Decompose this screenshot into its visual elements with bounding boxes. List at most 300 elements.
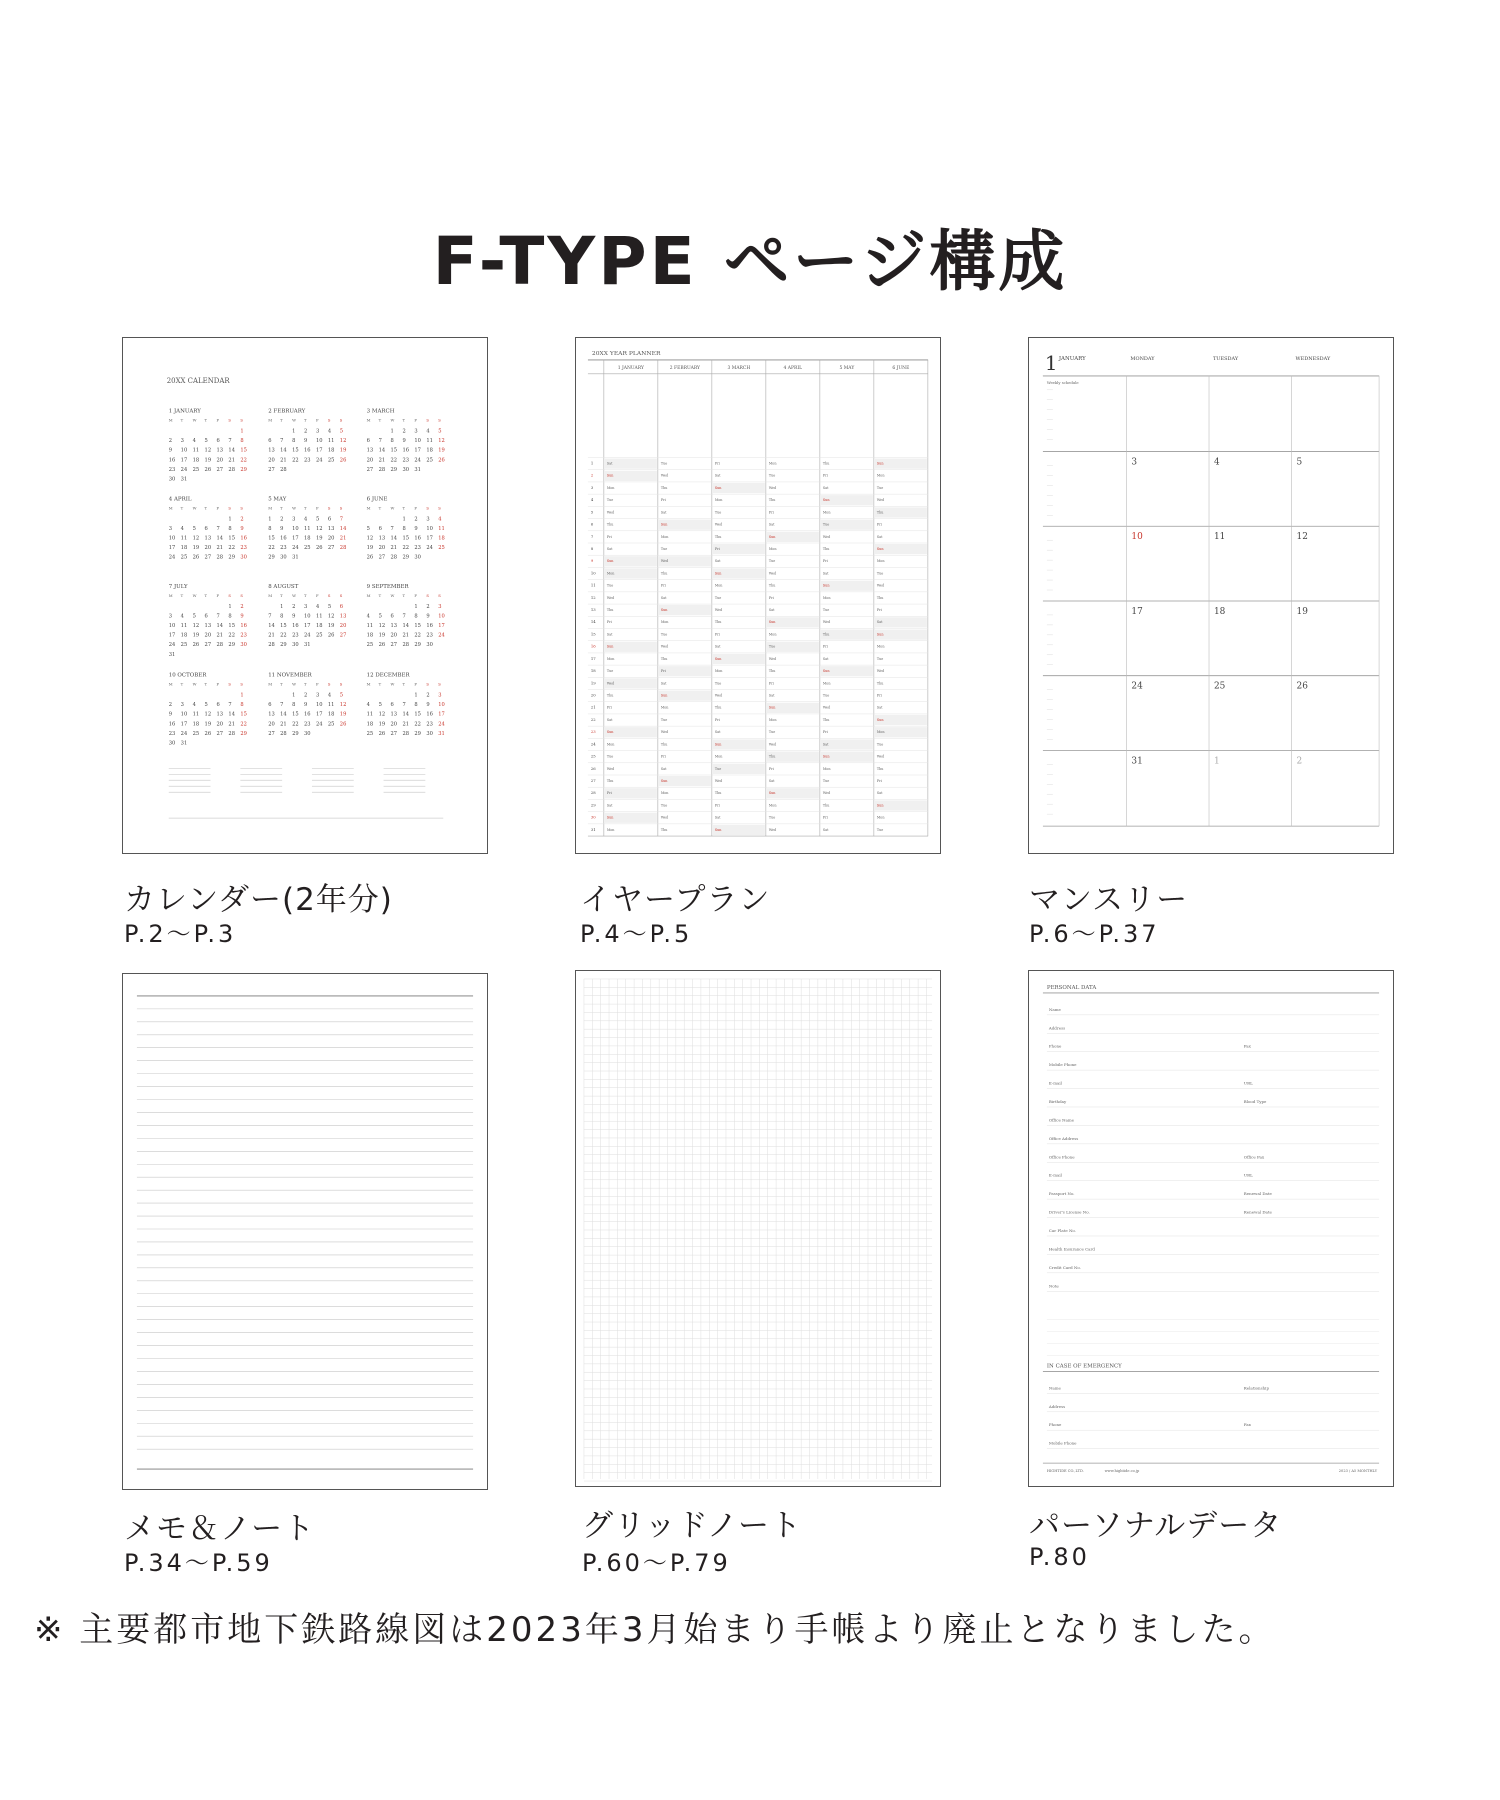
calendar-day: 1 <box>402 516 406 523</box>
calendar-day: 3 <box>168 525 173 532</box>
calendar-day: 6 <box>268 438 272 445</box>
calendar-day: 26 <box>327 632 335 639</box>
calendar-day: 22 <box>292 457 299 464</box>
calendar-day: 8 <box>240 702 244 709</box>
calendar-day: 23 <box>168 466 176 473</box>
calendar-day: 7 <box>402 702 406 709</box>
calendar-day: 13 <box>366 447 374 454</box>
calendar-day: 11 <box>366 711 374 718</box>
planner-day-number: 11 <box>590 582 596 588</box>
personal-field-label: Office Phone <box>1048 1154 1075 1160</box>
calendar-day: 14 <box>216 623 224 630</box>
calendar-day: 10 <box>168 623 176 630</box>
planner-weekday: Sat <box>822 571 829 576</box>
calendar-day: 15 <box>240 447 247 454</box>
calendar-day: 28 <box>390 554 398 561</box>
planner-weekday: Tue <box>606 669 614 674</box>
calendar-day: 20 <box>268 457 275 464</box>
calendar-day: 14 <box>216 535 224 542</box>
calendar-day: 8 <box>280 613 284 620</box>
calendar-day: 31 <box>292 554 299 561</box>
calendar-day: 13 <box>204 623 212 630</box>
planner-weekday: Fri <box>714 632 720 637</box>
planner-weekday: Mon <box>768 803 777 808</box>
calendar-day: 19 <box>192 544 200 551</box>
publisher-name: HIGHTIDE CO.,LTD. <box>1046 1469 1084 1474</box>
calendar-day: 8 <box>228 525 232 532</box>
weekday-label: S <box>426 681 429 687</box>
calendar-day: 9 <box>304 438 308 445</box>
calendar-day: 19 <box>378 632 386 639</box>
calendar-day: 24 <box>315 457 323 464</box>
calendar-day: 16 <box>426 623 433 630</box>
calendar-day: 20 <box>216 721 224 728</box>
calendar-day: 26 <box>378 642 386 649</box>
calendar-day: 11 <box>304 525 311 532</box>
calendar-day: 28 <box>378 466 386 473</box>
planner-weekday: Wed <box>660 730 669 735</box>
caption-year-plan: イヤープラン <box>580 882 771 918</box>
calendar-day: 4 <box>366 613 370 620</box>
calendar-day: 12 <box>315 525 323 532</box>
calendar-day: 19 <box>192 632 200 639</box>
calendar-day: 26 <box>366 554 374 561</box>
calendar-day: 16 <box>402 447 410 454</box>
personal-data-thumbnail-drawing <box>1029 971 1393 1486</box>
calendar-day: 6 <box>378 525 382 532</box>
planner-weekday: Sun <box>768 705 776 710</box>
weekday-label: T <box>402 592 405 598</box>
calendar-day: 23 <box>292 632 299 639</box>
calendar-day: 16 <box>240 535 247 542</box>
calendar-day: 28 <box>402 730 410 737</box>
calendar-day: 2 <box>168 438 173 445</box>
month-date: 10 <box>1131 532 1143 543</box>
calendar-day: 6 <box>216 438 220 445</box>
calendar-day: 4 <box>192 702 196 709</box>
planner-weekday: Mon <box>768 461 777 466</box>
planner-weekday: Thu <box>822 461 830 466</box>
planner-weekday: Sat <box>768 522 775 527</box>
calendar-day: 27 <box>339 632 347 639</box>
weekday-label: T <box>280 592 283 598</box>
calendar-day: 9 <box>426 702 430 709</box>
planner-weekday: Tue <box>768 473 776 478</box>
calendar-day: 26 <box>315 544 323 551</box>
weekday-label: T <box>280 505 283 511</box>
planner-weekday: Sat <box>822 742 829 747</box>
planner-weekday: Fri <box>606 705 612 710</box>
planner-weekday: Thu <box>876 681 884 686</box>
month-date: 26 <box>1296 681 1308 692</box>
calendar-day: 30 <box>414 554 421 561</box>
planner-weekday: Wed <box>822 534 831 539</box>
calendar-day: 9 <box>292 613 296 620</box>
calendar-month-label: 3 MARCH <box>366 408 395 415</box>
planner-weekday: Tue <box>822 608 830 613</box>
pages-memo-note: P.34～P.59 <box>124 1549 273 1577</box>
planner-weekday: Thu <box>768 583 776 588</box>
calendar-day: 1 <box>228 603 232 610</box>
calendar-day: 23 <box>402 457 410 464</box>
planner-day-number: 3 <box>590 484 594 490</box>
planner-weekday: Fri <box>714 803 720 808</box>
planner-month-label: 1 JANUARY <box>617 365 644 371</box>
calendar-day: 18 <box>192 721 200 728</box>
calendar-day: 15 <box>414 623 421 630</box>
calendar-day: 15 <box>280 623 287 630</box>
calendar-day: 2 <box>168 702 173 709</box>
planner-weekday: Mon <box>606 485 615 490</box>
calendar-day: 11 <box>180 623 188 630</box>
planner-weekday: Wed <box>714 778 723 783</box>
planner-weekday: Sun <box>660 693 668 698</box>
planner-weekday: Wed <box>606 595 615 600</box>
calendar-day: 14 <box>378 447 386 454</box>
calendar-day: 25 <box>315 632 323 639</box>
planner-weekday: Wed <box>714 608 723 613</box>
calendar-day: 3 <box>304 603 308 610</box>
calendar-day: 14 <box>390 535 398 542</box>
calendar-day: 18 <box>327 711 335 718</box>
calendar-day: 7 <box>402 613 406 620</box>
calendar-day: 12 <box>192 623 200 630</box>
planner-weekday: Fri <box>876 778 882 783</box>
calendar-day: 6 <box>268 702 272 709</box>
planner-weekday: Mon <box>660 534 669 539</box>
planner-weekday: Mon <box>714 669 723 674</box>
calendar-day: 7 <box>339 516 344 523</box>
planner-weekday: Mon <box>660 705 669 710</box>
pages-calendar: P.2～P.3 <box>124 920 237 948</box>
planner-weekday: Mon <box>606 656 615 661</box>
personal-field-label: Passport No. <box>1048 1191 1075 1197</box>
month-date: 1 <box>1213 756 1220 767</box>
weekday-label: M <box>168 681 173 687</box>
planner-weekday: Mon <box>876 730 885 735</box>
planner-weekday: Fri <box>876 522 882 527</box>
calendar-day: 15 <box>390 447 398 454</box>
weekend-shade <box>605 788 657 798</box>
calendar-day: 16 <box>304 711 311 718</box>
planner-weekday: Fri <box>660 583 666 588</box>
planner-weekday: Wed <box>876 754 885 759</box>
planner-weekday: Sun <box>606 644 614 649</box>
weekday-label: S <box>339 681 343 687</box>
page-title: F-TYPE ページ構成 <box>432 223 1068 300</box>
calendar-day: 8 <box>390 438 394 445</box>
caption-calendar: カレンダー(2年分) <box>124 882 393 918</box>
planner-weekday: Mon <box>876 644 885 649</box>
calendar-day: 12 <box>204 711 212 718</box>
planner-weekday: Mon <box>822 766 831 771</box>
emergency-field-label: Phone <box>1048 1422 1062 1428</box>
calendar-day: 7 <box>216 525 220 532</box>
weekday-header: TUESDAY <box>1212 355 1239 362</box>
weekday-label: S <box>339 505 343 511</box>
planner-weekday: Tue <box>876 485 884 490</box>
weekday-label: W <box>192 417 197 423</box>
planner-weekday: Tue <box>606 754 614 759</box>
calendar-day: 10 <box>426 525 433 532</box>
month-date: 3 <box>1131 457 1138 468</box>
personal-field-label: Mobile Phone <box>1048 1062 1077 1068</box>
planner-weekday: Sat <box>714 815 721 820</box>
planner-day-number: 9 <box>590 558 594 564</box>
monthly-thumbnail <box>1028 337 1394 854</box>
calendar-day: 22 <box>402 544 410 551</box>
calendar-day: 9 <box>240 525 244 532</box>
weekday-label: F <box>414 417 418 423</box>
weekday-label: M <box>168 417 173 423</box>
weekday-header: WEDNESDAY <box>1295 355 1331 362</box>
planner-weekday: Thu <box>660 742 668 747</box>
planner-weekday: Fri <box>606 534 612 539</box>
calendar-day: 30 <box>240 642 247 649</box>
planner-month-label: 5 MAY <box>839 365 855 371</box>
calendar-day: 1 <box>240 428 244 435</box>
calendar-day: 5 <box>204 438 208 445</box>
calendar-day: 13 <box>268 711 275 718</box>
calendar-day: 3 <box>180 438 184 445</box>
calendar-day: 10 <box>315 702 323 709</box>
planner-weekday: Sat <box>606 546 613 551</box>
month-date: 4 <box>1213 457 1220 468</box>
calendar-day: 2 <box>292 603 296 610</box>
calendar-day: 24 <box>414 457 421 464</box>
planner-day-number: 27 <box>590 777 596 783</box>
calendar-thumbnail <box>122 337 488 854</box>
grid-note-thumbnail <box>575 970 941 1487</box>
calendar-day: 12 <box>378 711 386 718</box>
calendar-day: 2 <box>402 428 406 435</box>
calendar-day: 23 <box>168 730 176 737</box>
weekday-label: F <box>216 681 220 687</box>
calendar-day: 1 <box>292 692 296 699</box>
calendar-day: 7 <box>378 438 382 445</box>
calendar-day: 13 <box>390 711 398 718</box>
calendar-day: 1 <box>240 692 244 699</box>
planner-weekday: Mon <box>714 498 723 503</box>
calendar-day: 2 <box>426 692 430 699</box>
planner-weekday: Tue <box>876 742 884 747</box>
calendar-day: 6 <box>204 613 208 620</box>
calendar-day: 31 <box>438 730 445 737</box>
planner-weekday: Sun <box>876 717 884 722</box>
planner-weekday: Thu <box>660 656 668 661</box>
planner-weekday: Sat <box>768 693 775 698</box>
planner-weekday: Sun <box>606 559 614 564</box>
calendar-day: 11 <box>180 535 188 542</box>
calendar-day: 15 <box>268 535 275 542</box>
personal-field-label: Fax <box>1243 1043 1251 1049</box>
calendar-day: 18 <box>315 623 323 630</box>
weekend-shade <box>659 666 711 676</box>
calendar-day: 26 <box>204 730 212 737</box>
planner-weekday: Fri <box>822 644 828 649</box>
planner-weekday: Sat <box>822 485 829 490</box>
calendar-day: 3 <box>315 428 320 435</box>
calendar-month-label: 6 JUNE <box>366 496 388 503</box>
calendar-day: 3 <box>168 613 173 620</box>
planner-weekday: Tue <box>606 498 614 503</box>
month-date: 11 <box>1213 532 1226 543</box>
calendar-day: 21 <box>228 457 235 464</box>
calendar-day: 14 <box>228 711 235 718</box>
calendar-day: 27 <box>378 554 386 561</box>
calendar-day: 24 <box>426 544 433 551</box>
calendar-day: 21 <box>216 544 224 551</box>
planner-weekday: Fri <box>768 766 774 771</box>
calendar-day: 3 <box>414 428 418 435</box>
planner-weekday: Tue <box>714 766 722 771</box>
calendar-day: 19 <box>204 721 212 728</box>
caption-personal-data: パーソナルデータ <box>1029 1508 1283 1544</box>
planner-weekday: Thu <box>660 827 668 832</box>
calendar-day: 28 <box>216 642 224 649</box>
calendar-day: 15 <box>414 711 421 718</box>
planner-weekday: Sun <box>714 485 722 490</box>
weekday-label: S <box>240 505 243 511</box>
planner-weekday: Sat <box>714 730 721 735</box>
planner-weekday: Wed <box>714 522 723 527</box>
weekday-label: S <box>339 417 343 423</box>
weekday-label: T <box>402 417 405 423</box>
calendar-day: 1 <box>280 603 284 610</box>
planner-weekday: Sun <box>876 546 884 551</box>
planner-month-label: 4 APRIL <box>783 365 803 371</box>
calendar-day: 26 <box>192 642 200 649</box>
planner-weekday: Wed <box>768 827 777 832</box>
calendar-day: 8 <box>292 702 296 709</box>
calendar-thumbnail-drawing <box>123 338 487 853</box>
calendar-day: 24 <box>438 632 445 639</box>
weekday-label: W <box>390 417 395 423</box>
planner-day-number: 7 <box>590 533 594 539</box>
calendar-day: 8 <box>268 525 272 532</box>
calendar-day: 28 <box>216 554 224 561</box>
weekday-label: T <box>280 681 283 687</box>
planner-weekday: Sat <box>660 510 667 515</box>
calendar-day: 10 <box>292 525 299 532</box>
planner-weekday: Mon <box>660 620 669 625</box>
planner-weekday: Mon <box>660 791 669 796</box>
weekday-label: T <box>304 681 307 687</box>
calendar-day: 7 <box>216 613 220 620</box>
planner-day-number: 24 <box>590 741 596 747</box>
weekday-label: T <box>304 505 307 511</box>
weekday-label: W <box>292 417 296 423</box>
weekday-label: S <box>240 592 243 598</box>
planner-weekday: Tue <box>768 815 776 820</box>
planner-weekday: Fri <box>768 595 774 600</box>
planner-month-label: 3 MARCH <box>727 365 751 371</box>
calendar-day: 4 <box>327 692 332 699</box>
planner-weekday: Thu <box>714 620 722 625</box>
calendar-day: 21 <box>216 632 224 639</box>
planner-weekday: Fri <box>876 693 882 698</box>
planner-weekday: Mon <box>606 827 615 832</box>
calendar-day: 21 <box>339 535 347 542</box>
calendar-day: 11 <box>366 623 374 630</box>
calendar-day: 26 <box>204 466 212 473</box>
year-planner-thumbnail-drawing <box>576 338 940 853</box>
weekday-label: S <box>426 417 429 423</box>
planner-weekday: Fri <box>660 669 666 674</box>
weekday-label: T <box>378 681 382 687</box>
planner-weekday: Thu <box>822 632 830 637</box>
personal-field-label: Birthday <box>1048 1098 1067 1104</box>
grid-note-thumbnail-drawing <box>576 971 940 1486</box>
weekday-label: W <box>192 505 197 511</box>
planner-weekday: Sat <box>714 559 721 564</box>
calendar-month-label: 9 SEPTEMBER <box>366 584 409 591</box>
planner-weekday: Tue <box>876 827 884 832</box>
planner-weekday: Tue <box>714 595 722 600</box>
personal-field-label: Credit Card No. <box>1048 1264 1081 1270</box>
calendar-day: 27 <box>216 730 224 737</box>
pages-monthly: P.6～P.37 <box>1029 920 1160 948</box>
calendar-day: 7 <box>228 438 232 445</box>
calendar-day: 30 <box>304 730 311 737</box>
planner-weekday: Sun <box>606 730 614 735</box>
pages-personal-data: P.80 <box>1029 1543 1090 1571</box>
calendar-day: 9 <box>304 702 308 709</box>
weekday-label: S <box>228 505 232 511</box>
planner-weekday: Tue <box>660 546 668 551</box>
planner-weekday: Tue <box>768 559 776 564</box>
calendar-day: 2 <box>304 692 308 699</box>
weekday-label: T <box>402 681 405 687</box>
planner-weekday: Thu <box>876 766 884 771</box>
planner-weekday: Mon <box>714 583 723 588</box>
calendar-day: 15 <box>292 447 299 454</box>
calendar-day: 24 <box>168 554 176 561</box>
planner-day-number: 23 <box>590 729 596 735</box>
calendar-day: 25 <box>304 544 311 551</box>
weekday-label: M <box>268 681 273 687</box>
calendar-day: 20 <box>378 544 386 551</box>
calendar-day: 23 <box>280 544 287 551</box>
planner-weekday: Mon <box>768 546 777 551</box>
calendar-day: 5 <box>315 516 320 523</box>
planner-weekday: Mon <box>822 681 831 686</box>
calendar-day: 4 <box>366 702 370 709</box>
calendar-day: 9 <box>168 711 173 718</box>
calendar-day: 16 <box>168 457 176 464</box>
emergency-field-label: Address <box>1048 1403 1066 1409</box>
planner-weekday: Tue <box>822 693 830 698</box>
calendar-day: 7 <box>228 702 232 709</box>
weekday-label: T <box>180 681 184 687</box>
personal-field-label: Address <box>1048 1025 1066 1031</box>
calendar-day: 25 <box>327 721 335 728</box>
emergency-field-label: Relationship <box>1243 1385 1269 1391</box>
planner-weekday: Wed <box>768 485 777 490</box>
planner-weekday: Fri <box>822 815 828 820</box>
planner-weekday: Wed <box>660 815 669 820</box>
calendar-month-label: 1 JANUARY <box>168 408 201 415</box>
calendar-day: 17 <box>414 447 421 454</box>
calendar-day: 17 <box>315 711 323 718</box>
planner-weekday: Fri <box>714 461 720 466</box>
weekday-label: F <box>414 505 418 511</box>
calendar-day: 3 <box>438 692 442 699</box>
planner-weekday: Tue <box>606 583 614 588</box>
planner-weekday: Tue <box>714 681 722 686</box>
calendar-day: 14 <box>402 711 410 718</box>
calendar-day: 21 <box>402 632 410 639</box>
